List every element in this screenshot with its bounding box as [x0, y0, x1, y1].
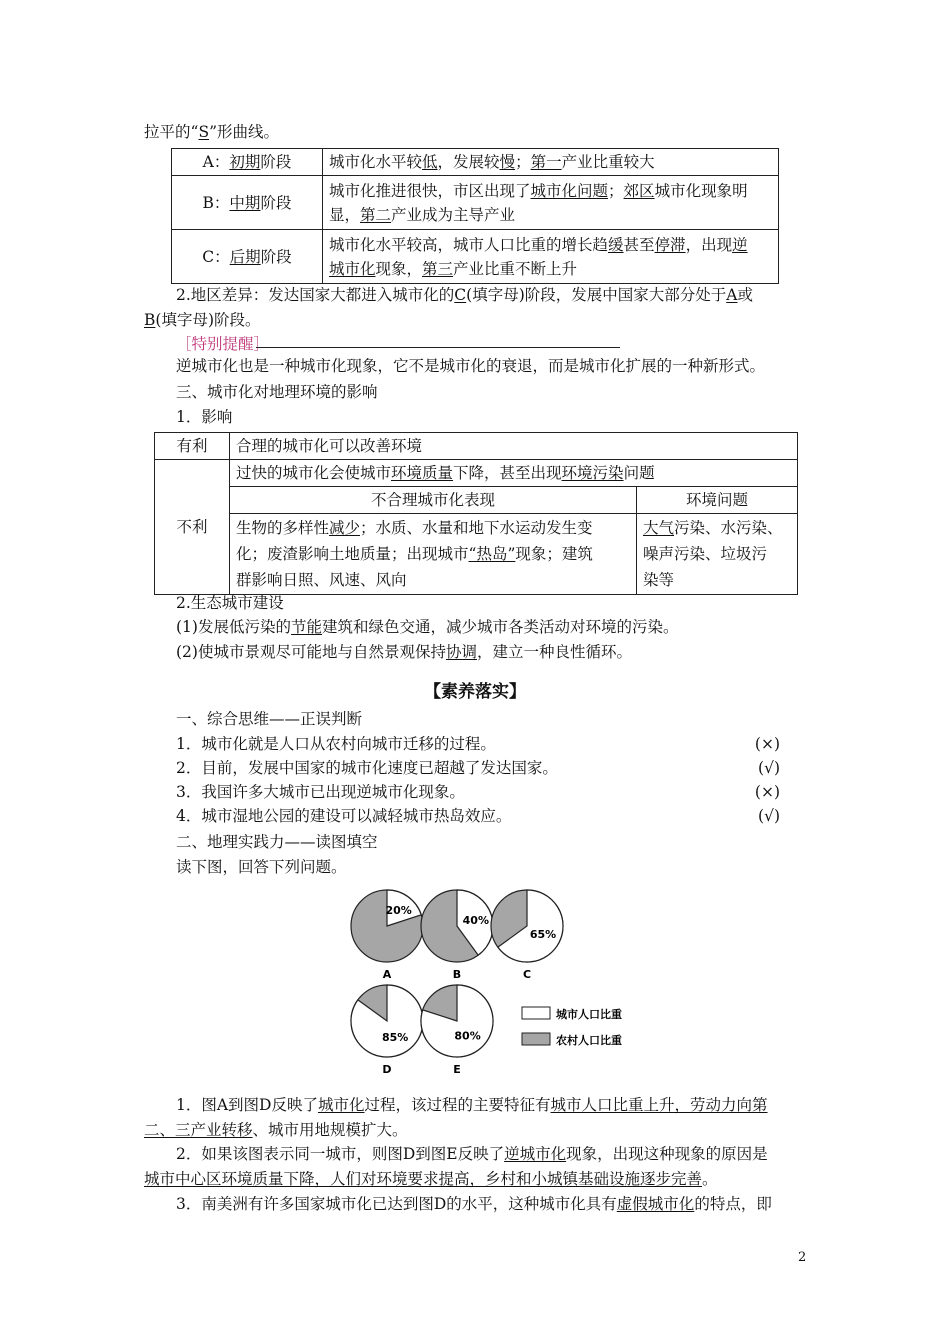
- text-segment: 下降，甚至出现: [453, 464, 562, 482]
- eco-p2: [176, 641, 632, 663]
- stage-c-cell: C：后期阶段: [172, 230, 323, 284]
- text-segment: 城市化水平较高，城市人口比重的增长趋: [329, 235, 609, 254]
- text-segment: 显，: [329, 205, 361, 224]
- answer-2-l2: [144, 1168, 718, 1190]
- text-segment: 城市化现象明: [654, 181, 748, 200]
- answer-blank: 减少: [329, 519, 361, 537]
- pie-name-label: D: [382, 1063, 392, 1076]
- text-segment: ，发展较: [437, 153, 500, 171]
- text-segment: ；: [608, 181, 624, 200]
- text-segment: 3．南美洲有许多国家城市化已达到图D的水平，这种城市化具有: [176, 1195, 617, 1213]
- pie-name-label: E: [453, 1063, 461, 1076]
- pie-C: [491, 890, 563, 981]
- answer-blank: 城市化: [329, 259, 376, 278]
- legend-swatch: [522, 1007, 550, 1019]
- intro-s: S: [198, 123, 210, 141]
- judge-list: [176, 733, 780, 829]
- text-segment: 污染、水污染、: [674, 519, 783, 537]
- text-segment: 过程，该过程的主要特征有: [364, 1096, 551, 1114]
- tip-rule: [256, 347, 620, 348]
- text-segment: 、城市用地规模扩大。: [252, 1121, 408, 1139]
- answer-1-l1: [176, 1094, 768, 1116]
- eco-title: 2.生态城市建设: [176, 594, 284, 612]
- answer-blank: 逆城市化: [504, 1145, 567, 1163]
- pie-name-label: C: [522, 968, 532, 981]
- region-line-1: [176, 284, 753, 306]
- answer-blank: 城市人口比重上升，劳动力向第: [550, 1096, 768, 1114]
- answer-blank: 二、三产业转移: [144, 1121, 253, 1139]
- pie-value-label: 20%: [385, 903, 412, 917]
- stage-a-cell: A：初期阶段: [172, 149, 323, 176]
- answer-blank: 缓: [608, 235, 624, 254]
- text-segment: 1．图A到图D反映了: [176, 1096, 318, 1114]
- judge-title: 一、综合思维——正误判断: [176, 710, 363, 728]
- region-line-2: [144, 309, 261, 331]
- stage-table: [171, 148, 779, 284]
- judge-item: 4．城市湿地公园的建设可以减轻城市热岛效应。 (√): [176, 807, 780, 825]
- answer-blank: 城市化问题: [530, 181, 609, 200]
- answer-blank: 第二: [360, 205, 392, 224]
- bad-first: [230, 460, 798, 487]
- eco-p1: [176, 616, 679, 638]
- text-segment: 产业成为主导产业: [391, 205, 516, 224]
- page-number: 2: [798, 1250, 807, 1265]
- answer-blank: 环境质量: [391, 464, 454, 482]
- answer-blank: 城市化: [317, 1096, 365, 1114]
- text-segment: ，建立一种良性循环。: [476, 643, 632, 661]
- text-segment: ；水质、水量和地下水运动发生变: [360, 519, 593, 537]
- section-heading: 【素养落实】: [424, 682, 526, 702]
- answer-blank: 慢: [499, 153, 516, 171]
- answer-3-l1: [176, 1193, 772, 1215]
- text-segment: 生物的多样性: [236, 519, 330, 537]
- tip-text: 逆城市化也是一种城市化现象，它不是城市化的衰退，而是城市化扩展的一种新形式。: [176, 357, 766, 375]
- pie-charts: [330, 888, 650, 1088]
- text-segment: ，出现: [685, 235, 733, 254]
- answer-blank: 节能: [290, 618, 322, 636]
- stage-b-cell: B：中期阶段: [172, 176, 323, 230]
- pie-value-label: 80%: [454, 1029, 481, 1043]
- text-segment: 2．如果该图表示同一城市，则图D到图E反映了: [176, 1145, 505, 1163]
- text-segment: (1)发展低污染的: [176, 618, 291, 636]
- answer-blank: 第一: [530, 153, 562, 171]
- stage-a-desc: [323, 149, 779, 176]
- text-segment: 问题: [623, 464, 655, 482]
- practice-title: 二、地理实践力——读图填空: [176, 833, 378, 851]
- intro-text-end: ”形曲线。: [209, 123, 279, 141]
- answer-blank: 第三: [422, 259, 454, 278]
- answer-1-l2: [144, 1119, 408, 1141]
- good-text: 合理的城市化可以改善环境: [230, 433, 798, 460]
- legend-label: 城市人口比重: [556, 1008, 622, 1021]
- pie-name-label: A: [382, 968, 392, 981]
- problem-cell: [637, 514, 798, 595]
- answer-blank: 停滞: [654, 235, 686, 254]
- pie-value-label: 40%: [462, 913, 490, 927]
- text-segment: 甚至: [623, 235, 655, 254]
- text-segment: 现象，出现这种现象的原因是: [566, 1145, 768, 1163]
- text-segment: 的特点，即: [694, 1195, 772, 1213]
- pie-D: [351, 985, 423, 1076]
- answer-blank: “热岛”: [468, 545, 516, 563]
- pie-name-label: B: [452, 968, 462, 981]
- text-segment: 现象，: [375, 259, 423, 278]
- section3-sub: 1．影响: [176, 408, 233, 426]
- legend: [522, 1007, 622, 1047]
- judge-item: 3．我国许多大城市已出现逆城市化现象。 (×): [176, 783, 780, 801]
- impact-table: [154, 432, 798, 595]
- text-segment: 或: [737, 286, 753, 304]
- stage-b-desc: [323, 176, 779, 230]
- intro-text: 拉平的“: [144, 123, 199, 141]
- answer-2-l1: [176, 1143, 768, 1165]
- pie-E: [421, 985, 493, 1076]
- text-segment: 。: [702, 1170, 718, 1188]
- text-segment: 染等: [643, 571, 675, 589]
- text-segment: 噪声污染、垃圾污: [643, 545, 768, 563]
- practice-prompt: 读下图，回答下列问题。: [176, 858, 347, 876]
- text-segment: (2)使城市景观尽可能地与自然景观保持: [176, 643, 446, 661]
- answer-blank: 城市中心区环境质量下降，人们对环境要求提高，乡村和小城镇基础设施逐步完善: [144, 1170, 703, 1188]
- judge-item: 2．目前，发展中国家的城市化速度已超越了发达国家。 (√): [176, 759, 780, 777]
- pie-value-label: 85%: [381, 1031, 409, 1045]
- legend-swatch: [522, 1033, 550, 1045]
- text-segment: (填字母)阶段，发展中国家大部分处于: [466, 286, 727, 304]
- text-segment: 城市化推进很快，市区出现了: [329, 181, 531, 200]
- text-segment: 建筑和绿色交通，减少城市各类活动对环境的污染。: [321, 618, 679, 636]
- answer-blank: C: [454, 286, 467, 304]
- text-segment: 产业比重不断上升: [453, 259, 578, 278]
- text-segment: ；: [515, 153, 531, 171]
- bad-label: 不利: [155, 460, 230, 595]
- section3-title: 三、城市化对地理环境的影响: [176, 383, 378, 401]
- legend-label: 农村人口比重: [556, 1034, 622, 1047]
- good-label: 有利: [155, 433, 230, 460]
- answer-blank: 大气: [643, 519, 675, 537]
- text-segment: 现象；建筑: [515, 545, 593, 563]
- col-problem: 环境问题: [637, 487, 798, 514]
- manifest-cell: [230, 514, 637, 595]
- text-segment: 2.地区差异：发达国家大都进入城市化的: [176, 286, 455, 304]
- answer-blank: A: [726, 286, 738, 304]
- intro-line: [144, 121, 279, 143]
- col-manifest: 不合理城市化表现: [230, 487, 637, 514]
- text-segment: 化；废渣影响土地质量；出现城市: [236, 545, 469, 563]
- text-segment: 群影响日照、风速、风向: [236, 571, 407, 589]
- answer-blank: 逆: [732, 235, 748, 254]
- pie-A: [351, 890, 423, 981]
- answer-blank: 郊区: [623, 181, 655, 200]
- tip-label: ［特别提醒］: [176, 335, 270, 353]
- pie-B: [421, 890, 493, 981]
- answer-blank: 协调: [445, 643, 477, 661]
- pie-value-label: 65%: [529, 928, 557, 942]
- answer-blank: 环境污染: [561, 464, 624, 482]
- answer-blank: 低: [422, 153, 438, 171]
- text-segment: 产业比重较大: [561, 153, 655, 171]
- stage-c-desc: [323, 230, 779, 284]
- text-segment: 城市化水平较: [329, 153, 423, 171]
- answer-blank: B: [144, 311, 156, 329]
- text-segment: 过快的城市化会使城市: [236, 464, 392, 482]
- answer-blank: 虚假城市化: [616, 1195, 695, 1213]
- text-segment: (填字母)阶段。: [155, 311, 261, 329]
- judge-item: 1．城市化就是人口从农村向城市迁移的过程。 (×): [176, 735, 780, 753]
